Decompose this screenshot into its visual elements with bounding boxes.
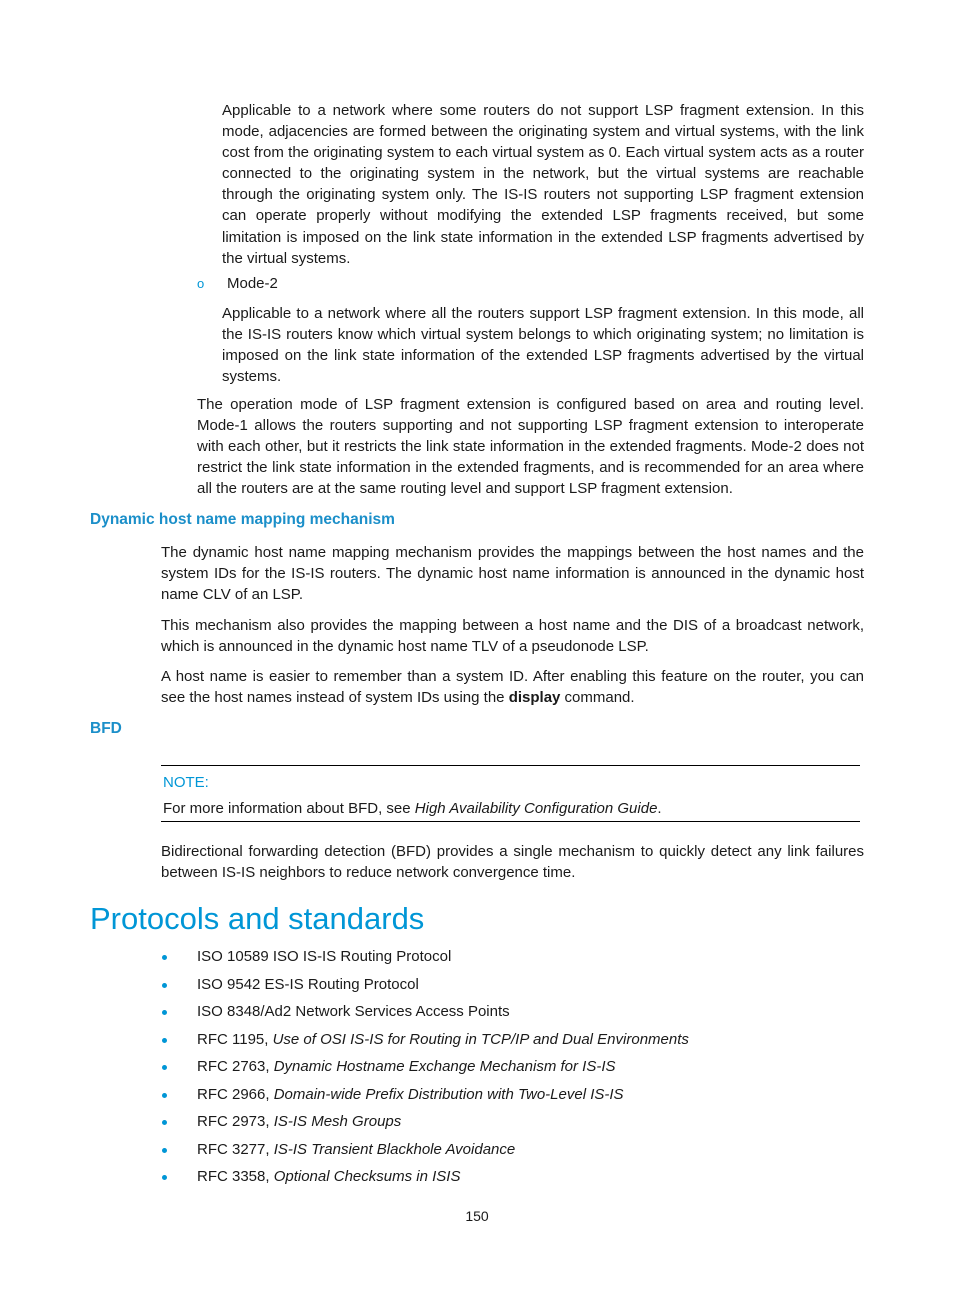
note-text-plain: . — [657, 800, 662, 817]
note-top-rule — [161, 765, 860, 766]
item-text: ISO 9542 ES-IS Routing Protocol — [197, 976, 419, 993]
dynamic-host-heading: Dynamic host name mapping mechanism — [90, 511, 395, 528]
mode2-label: Mode-2 — [227, 275, 278, 292]
list-item — [197, 1140, 515, 1160]
item-title: Domain-wide Prefix Distribution with Two-Level IS-IS — [273, 1086, 624, 1103]
operation-mode-paragraph: The operation mode of LSP fragment extension is configured based on area and routing level. Mode-1 allows the routers supporting and not supporting LSP fragment extension to interoperate with each other, but it restricts the link state information in the extended fragments. Mode-2 does not restrict the link state information in the extended fragments, and is recommended for an area where all the routers are at the same routing level and support LSP fragment extension. — [197, 396, 864, 498]
bullet-icon — [162, 955, 167, 960]
bullet-icon — [162, 983, 167, 988]
bullet-icon — [162, 1175, 167, 1180]
note-label: NOTE: — [163, 774, 209, 791]
item-title: Optional Checksums in ISIS — [273, 1168, 461, 1185]
dynamic-host-paragraph-3 — [161, 666, 864, 708]
item-text: ISO 10589 ISO IS-IS Routing Protocol — [197, 948, 452, 965]
bullet-icon — [162, 1120, 167, 1125]
dynamic-host-paragraph-2: This mechanism also provides the mapping between a host name and the DIS of a broadcast network, which is announced in the dynamic host name TLV of a pseudonode LSP. — [161, 617, 864, 656]
circle-bullet-icon: o — [197, 276, 205, 291]
bullet-icon — [162, 1148, 167, 1153]
bullet-icon — [162, 1010, 167, 1015]
display-command: display — [508, 689, 561, 707]
note-bottom-rule — [161, 821, 860, 822]
list-item — [197, 975, 419, 995]
item-text: RFC 3277, — [197, 1141, 274, 1158]
mode1-description: Applicable to a network where some routers do not support LSP fragment extension. In this mode, adjacencies are formed between the originating system and virtual systems, with the link cost from the originating system to each virtual system as 0. Each virtual system acts as a router connected to the originating system in the network, but the virtual systems are reachable through the originating system only. The IS-IS routers not supporting LSP fragment extension can operate properly without modifying the extended LSP fragments received, but some limitation is imposed on the link state information in the extended LSP fragments advertised by the virtual systems. — [222, 102, 864, 267]
note-text — [163, 800, 662, 817]
list-item — [197, 1167, 460, 1187]
note-text-plain: For more information about BFD, see — [163, 800, 415, 817]
item-title: IS-IS Mesh Groups — [273, 1113, 402, 1130]
item-text: RFC 3358, — [197, 1168, 274, 1185]
page-number: 150 — [465, 1208, 489, 1224]
bullet-icon — [162, 1038, 167, 1043]
list-item — [197, 1085, 624, 1105]
item-title: Use of OSI IS-IS for Routing in TCP/IP and Dual Environments — [272, 1031, 689, 1048]
bullet-icon — [162, 1093, 167, 1098]
mode2-description: Applicable to a network where all the routers support LSP fragment extension. In this mode, all the IS-IS routers know which virtual system belongs to which originating system; no limitation is imposed on the link state information of the extended LSP fragments advertised by the virtual systems. — [222, 305, 864, 386]
protocols-heading: Protocols and standards — [90, 901, 425, 936]
list-item — [197, 1030, 689, 1050]
item-text: RFC 2973, — [197, 1113, 274, 1130]
bfd-heading: BFD — [90, 720, 122, 737]
list-item — [197, 1112, 401, 1132]
item-text: ISO 8348/Ad2 Network Services Access Points — [197, 1003, 510, 1020]
paragraph-text: command. — [560, 689, 635, 707]
item-text: RFC 1195, — [197, 1031, 273, 1048]
paragraph-text: A host name is easier to remember than a system ID. After enabling this feature on the router, you can see the host names instead of system IDs using the — [161, 668, 864, 707]
list-item — [197, 947, 451, 967]
item-text: RFC 2966, — [197, 1086, 274, 1103]
item-title: Dynamic Hostname Exchange Mechanism for IS-IS — [273, 1058, 616, 1075]
bullet-icon — [162, 1065, 167, 1070]
bfd-paragraph: Bidirectional forwarding detection (BFD) provides a single mechanism to quickly detect any link failures between IS-IS neighbors to reduce network convergence time. — [161, 843, 864, 882]
dynamic-host-paragraph-1: The dynamic host name mapping mechanism provides the mappings between the host names and the system IDs for the IS-IS routers. The dynamic host name information is announced in the dynamic host name CLV of an LSP. — [161, 544, 864, 604]
list-item — [197, 1057, 616, 1077]
item-text: RFC 2763, — [197, 1058, 274, 1075]
list-item — [197, 1002, 510, 1022]
guide-reference: High Availability Configuration Guide — [414, 800, 658, 817]
item-title: IS-IS Transient Blackhole Avoidance — [273, 1141, 516, 1158]
